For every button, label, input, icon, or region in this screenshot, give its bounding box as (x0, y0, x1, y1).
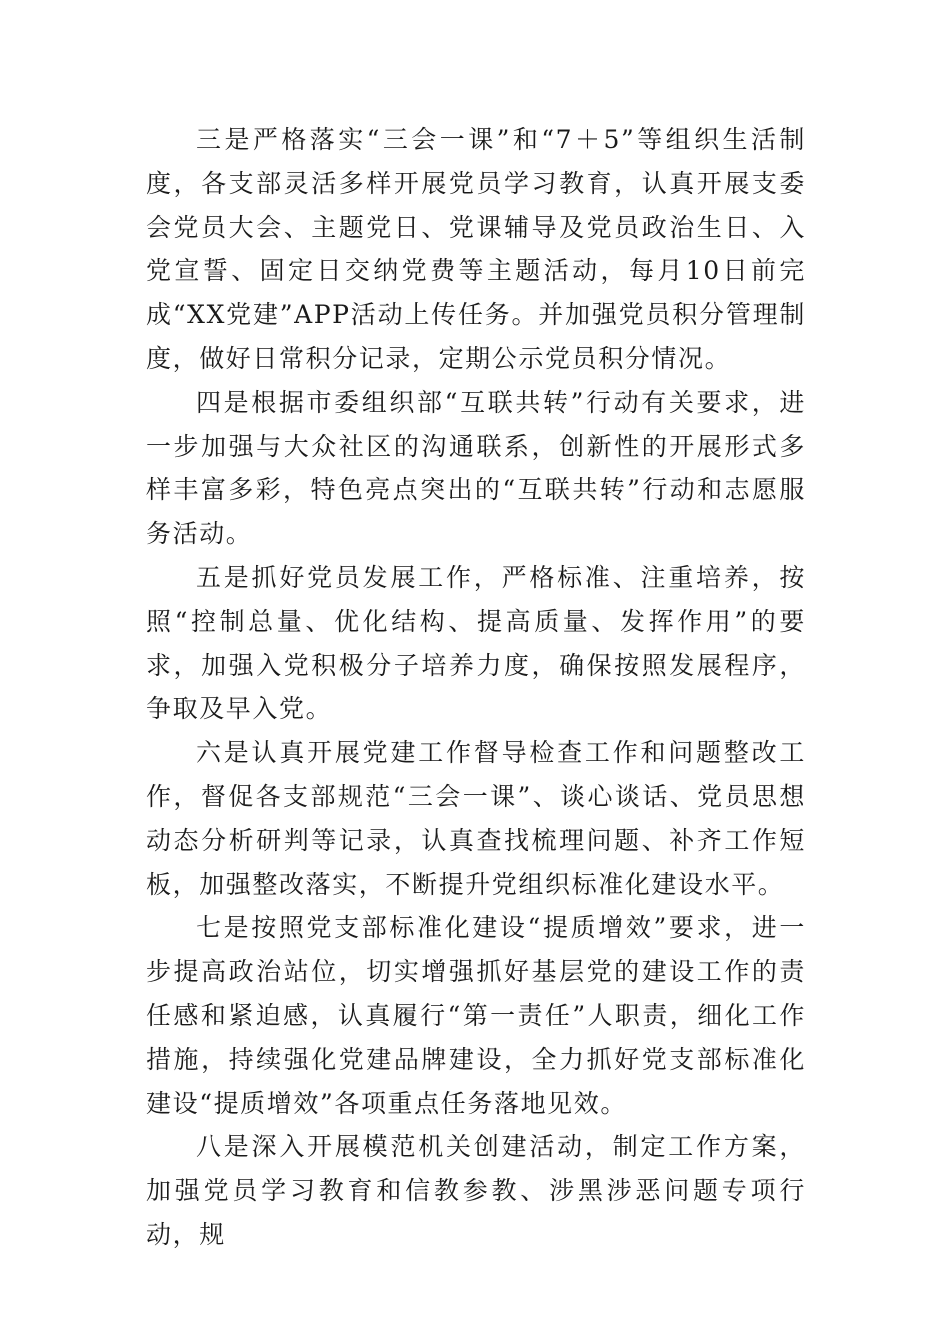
paragraph-6: 六是认真开展党建工作督导检查工作和问题整改工作，督促各支部规范“三会一课”、谈心谈话、党员思想动态分析研判等记录，认真查找梳理问题、补齐工作短板，加强整改落实，不断提升党组织标准化建设水平。 (146, 738, 806, 899)
paragraph-7: 七是按照党支部标准化建设“提质增效”要求，进一步提高政治站位，切实增强抓好基层党的建设工作的责任感和紧迫感，认真履行“第一责任”人职责，细化工作措施，持续强化党建品牌建设，全力抓好党支部标准化建设“提质增效”各项重点任务落地见效。 (146, 913, 806, 1118)
document-body (146, 118, 806, 1257)
paragraph-8: 八是深入开展模范机关创建活动，制定工作方案，加强党员学习教育和信教参教、涉黑涉恶问题专项行动，规 (146, 1132, 806, 1249)
paragraph-3: 三是严格落实“三会一课”和“7＋5”等组织生活制度，各支部灵活多样开展党员学习教育，认真开展支委会党员大会、主题党日、党课辅导及党员政治生日、入党宣誓、固定日交纳党费等主题活动，每月10日前完成“XX党建”APP活动上传任务。并加强党员积分管理制度，做好日常积分记录，定期公示党员积分情况。 (146, 125, 806, 373)
paragraph-5: 五是抓好党员发展工作，严格标准、注重培养，按照“控制总量、优化结构、提高质量、发挥作用”的要求，加强入党积极分子培养力度，确保按照发展程序，争取及早入党。 (146, 562, 806, 724)
paragraph-4: 四是根据市委组织部“互联共转”行动有关要求，进一步加强与大众社区的沟通联系，创新性的开展形式多样丰富多彩，特色亮点突出的“互联共转”行动和志愿服务活动。 (146, 387, 806, 549)
